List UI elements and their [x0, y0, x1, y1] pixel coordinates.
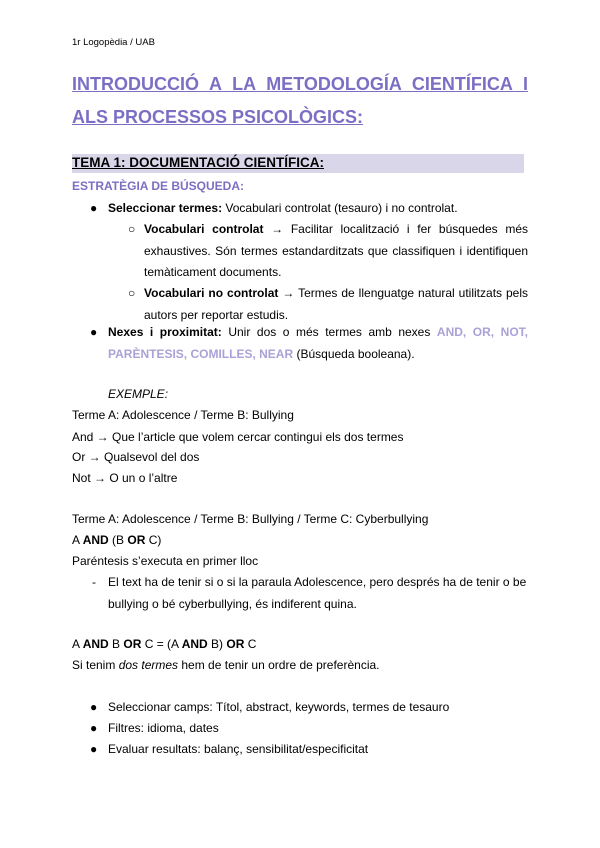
eq-part: C = (A — [141, 637, 182, 651]
example-line: And → Que l’article que volem cercar contingui els dos termes — [72, 430, 404, 444]
list-item-voc-no-controlat — [144, 283, 528, 326]
eq-operator: AND — [181, 637, 208, 651]
example-line: Terme A: Adolescence / Terme B: Bullying — [72, 408, 294, 422]
final-bullet: Seleccionar camps: Títol, abstract, keywords, termes de tesauro — [108, 700, 450, 714]
eq-part: A — [72, 637, 83, 651]
eq-part: B — [108, 637, 124, 651]
example2-expression — [72, 530, 161, 552]
item-text: (Búsqueda booleana). — [293, 346, 415, 361]
section-heading: ESTRATÈGIA DE BÚSQUEDA: — [72, 179, 245, 193]
item-term: Nexes i proximitat: — [108, 325, 222, 339]
bullet-icon: ● — [90, 721, 98, 735]
final-bullet: Evaluar resultats: balanç, sensibilitat/especificitat — [108, 742, 369, 756]
list-item-seleccionar — [108, 198, 528, 220]
main-title: INTRODUCCIÓ A LA METODOLOGÍA CIENTÍFICA I ALS PROCESSOS PSICOLÒGICS: — [72, 74, 528, 127]
example-line: Not → O un o l’altre — [72, 471, 178, 485]
item-term: Seleccionar termes: — [108, 201, 223, 215]
text-italic: dos termes — [118, 658, 179, 672]
text-part: Si tenim — [72, 658, 119, 672]
item-text: Unir dos o més termes amb nexes — [221, 325, 437, 339]
item-term: Vocabulari controlat — [144, 222, 264, 236]
eq-part: B) — [207, 637, 227, 651]
preference-line — [72, 655, 380, 677]
list-item-nexes — [108, 322, 528, 365]
tema-title: TEMA 1: DOCUMENTACIÓ CIENTÍFICA: — [72, 155, 324, 170]
example-label: EXEMPLE: — [108, 387, 169, 401]
bullet-icon: ● — [90, 700, 98, 714]
equation-line — [72, 634, 256, 656]
bullet-icon: ● — [90, 742, 98, 756]
expr-part: C) — [145, 533, 162, 547]
item-text: → Facilitar localització i fer búsquedes més exhaustives. Són termes estandarditzats que classifiquen i identifiquen temàticament documents. — [144, 222, 528, 279]
list-item-voc-controlat — [144, 219, 528, 284]
bullet-icon: ● — [90, 201, 98, 215]
page-header: 1r Logopèdia / UAB — [72, 37, 155, 48]
example2-dash-item: El text ha de tenir si o si la paraula Adolescence, pero després ha de tenir o be bullying o bé cyberbullying, és indiferent quina. — [108, 575, 527, 611]
eq-operator: OR — [123, 637, 142, 651]
example2-line: Terme A: Adolescence / Terme B: Bullying / Terme C: Cyberbullying — [72, 512, 429, 526]
text-part: hem de tenir un ordre de preferència. — [178, 658, 380, 672]
expr-part: A — [72, 533, 83, 547]
expr-part: (B — [108, 533, 128, 547]
bullet-icon: ● — [90, 325, 98, 339]
eq-part: C — [244, 637, 257, 651]
item-term: Vocabulari no controlat — [144, 286, 279, 300]
dash-bullet-icon: - — [92, 575, 96, 589]
expr-operator: AND — [82, 533, 109, 547]
eq-operator: OR — [226, 637, 245, 651]
example-line: Or → Qualsevol del dos — [72, 450, 200, 464]
circle-bullet-icon: ○ — [128, 222, 136, 236]
eq-operator: AND — [82, 637, 109, 651]
final-bullet: Filtres: idioma, dates — [108, 721, 219, 735]
circle-bullet-icon: ○ — [128, 286, 136, 300]
item-text: → Termes de llenguatge natural utilitzats pels autors per reportar estudis. — [144, 286, 528, 322]
expr-operator: OR — [127, 533, 146, 547]
example2-line: Paréntesis s’executa en primer lloc — [72, 554, 259, 568]
item-text: Vocabulari controlat (tesauro) i no controlat. — [222, 201, 458, 215]
boolean-operators: AND, OR, NOT, PARÈNTESIS, COMILLES, NEAR — [108, 325, 528, 361]
